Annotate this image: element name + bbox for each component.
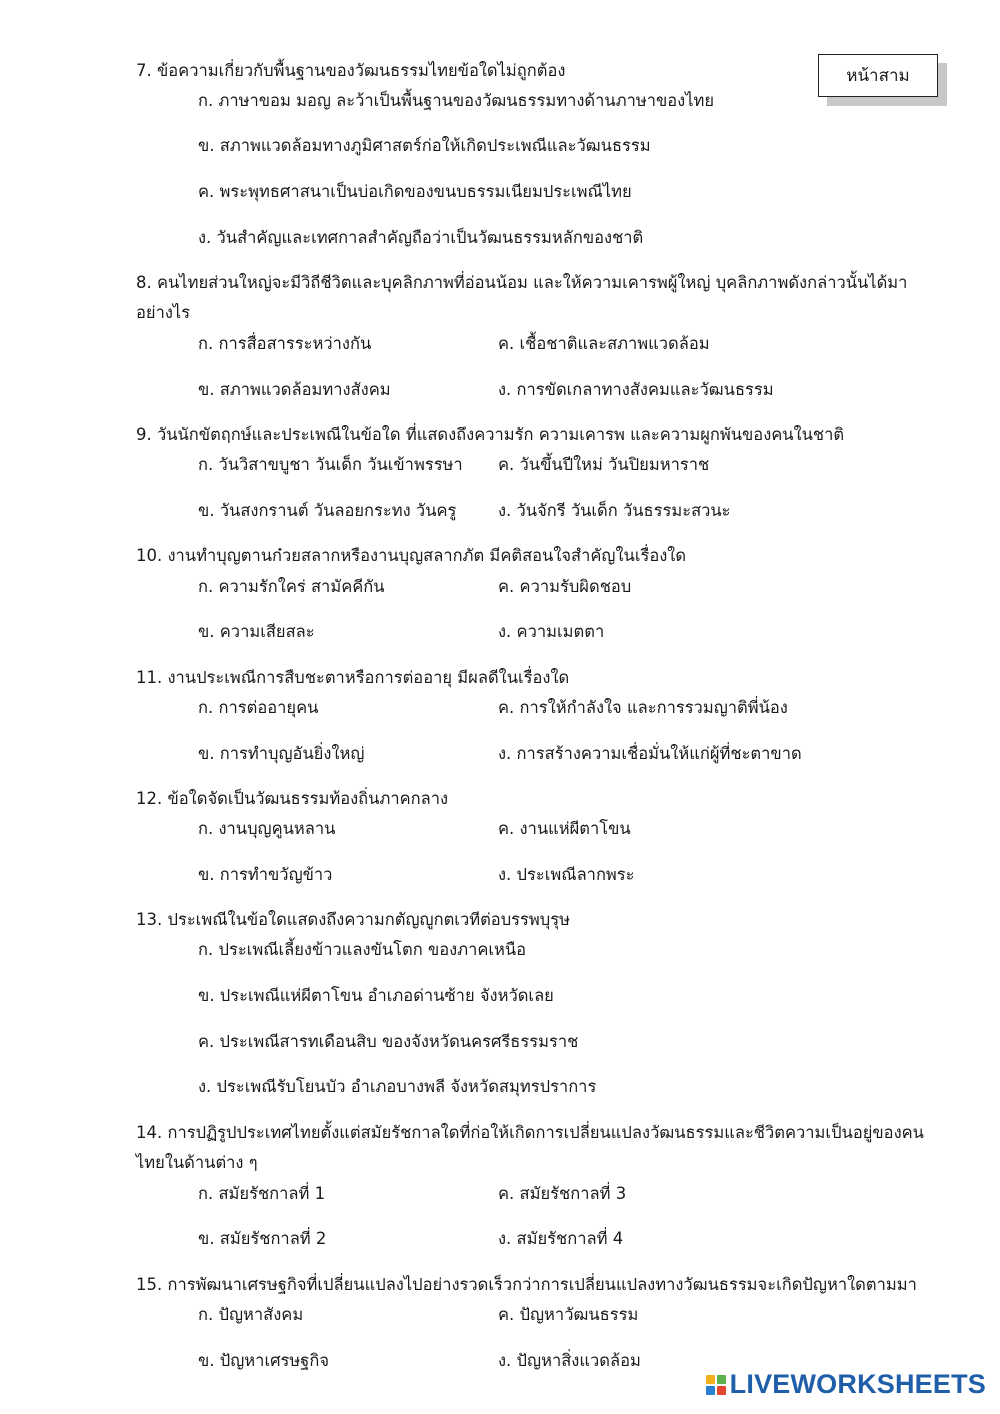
question-14-option-a[interactable]: ก. สมัยรัชกาลที่ 1 [198,1184,326,1203]
logo-square-4 [717,1386,726,1395]
question-11-option-b[interactable]: ข. การทำบุญอันยิ่งใหญ่ [198,744,365,763]
question-12-option-a[interactable]: ก. งานบุญคูนหลาน [198,819,336,838]
question-12: 12. ข้อใดจัดเป็นวัฒนธรรมท้องถิ่นภาคกลาง [136,789,449,808]
logo-square-2 [717,1375,726,1384]
question-7-option-b[interactable]: ข. สภาพแวดล้อมทางภูมิศาสตร์ก่อให้เกิดประเพณีและวัฒนธรรม [198,136,651,155]
question-11-option-d[interactable]: ง. การสร้างความเชื่อมั่นให้แก่ผู้ที่ชะตาขาด [498,744,802,763]
question-8-option-a[interactable]: ก. การสื่อสารระหว่างกัน [198,334,372,353]
question-9: 9. วันนักขัตฤกษ์และประเพณีในข้อใด ที่แสดงถึงความรัก ความเคารพ และความผูกพันของคนในชาติ [136,425,845,444]
question-9-option-d[interactable]: ง. วันจักรี วันเด็ก วันธรรมะสวนะ [498,501,731,520]
question-12-option-b[interactable]: ข. การทำขวัญข้าว [198,865,333,884]
question-15: 15. การพัฒนาเศรษฐกิจที่เปลี่ยนแปลงไปอย่างรวดเร็วกว่าการเปลี่ยนแปลงทางวัฒนธรรมจะเกิดปัญหาใดตามมา [136,1275,917,1294]
question-10: 10. งานทำบุญตานก๋วยสลากหรืองานบุญสลากภัต มีคติสอนใจสำคัญในเรื่องใด [136,546,687,565]
question-15-option-b[interactable]: ข. ปัญหาเศรษฐกิจ [198,1351,330,1370]
question-7-option-a[interactable]: ก. ภาษาขอม มอญ ละว้าเป็นพื้นฐานของวัฒนธรรมทางด้านภาษาของไทย [198,91,715,110]
question-14: 14. การปฏิรูปประเทศไทยตั้งแต่สมัยรัชกาลใดที่ก่อให้เกิดการเปลี่ยนแปลงวัฒนธรรมและชีวิตความเป็นอยู่ของคนไทยในด้านต่าง ๆ [136,1123,924,1172]
question-9-option-b[interactable]: ข. วันสงกรานต์ วันลอยกระทง วันครู [198,501,457,520]
question-15-option-d[interactable]: ง. ปัญหาสิ่งแวดล้อม [498,1351,641,1370]
question-13-option-c[interactable]: ค. ประเพณีสารทเดือนสิบ ของจังหวัดนครศรีธรรมราช [198,1032,579,1051]
logo-square-1 [706,1375,715,1384]
question-10-option-c[interactable]: ค. ความรับผิดชอบ [498,577,632,596]
question-7-option-d[interactable]: ง. วันสำคัญและเทศกาลสำคัญถือว่าเป็นวัฒนธรรมหลักของชาติ [198,228,644,247]
question-10-option-d[interactable]: ง. ความเมตตา [498,622,605,641]
question-12-option-c[interactable]: ค. งานแห่ผีตาโขน [498,819,631,838]
liveworksheets-logo [706,1369,986,1400]
question-13-option-a[interactable]: ก. ประเพณีเลี้ยงข้าวแลงขันโตก ของภาคเหนือ [198,940,527,959]
question-11-option-a[interactable]: ก. การต่ออายุคน [198,698,319,717]
question-11: 11. งานประเพณีการสืบชะตาหรือการต่ออายุ มีผลดีในเรื่องใด [136,668,570,687]
question-14-option-b[interactable]: ข. สมัยรัชกาลที่ 2 [198,1229,327,1248]
question-12-option-d[interactable]: ง. ประเพณีลากพระ [498,865,635,884]
question-13-option-b[interactable]: ข. ประเพณีแห่ผีตาโขน อำเภอด่านซ้าย จังหวัดเลย [198,986,554,1005]
question-15-option-a[interactable]: ก. ปัญหาสังคม [198,1305,304,1324]
question-8-option-c[interactable]: ค. เชื้อชาติและสภาพแวดล้อม [498,334,710,353]
liveworksheets-logo-icon [706,1375,726,1395]
question-10-option-b[interactable]: ข. ความเสียสละ [198,622,315,641]
question-11-option-c[interactable]: ค. การให้กำลังใจ และการรวมญาติพี่น้อง [498,698,788,717]
question-10-option-a[interactable]: ก. ความรักใคร่ สามัคคีกัน [198,577,385,596]
question-13-option-d[interactable]: ง. ประเพณีรับโยนบัว อำเภอบางพลี จังหวัดสมุทรปราการ [198,1077,597,1096]
question-15-option-c[interactable]: ค. ปัญหาวัฒนธรรม [498,1305,639,1324]
question-8: 8. คนไทยส่วนใหญ่จะมีวิถีชีวิตและบุคลิกภาพที่อ่อนน้อม และให้ความเคารพผู้ใหญ่ บุคลิกภาพดังกล่าวนั้นได้มาอย่างไร [136,273,908,322]
logo-square-3 [706,1386,715,1395]
question-14-option-c[interactable]: ค. สมัยรัชกาลที่ 3 [498,1184,627,1203]
question-13: 13. ประเพณีในข้อใดแสดงถึงความกตัญญูกตเวทีต่อบรรพบุรุษ [136,910,570,929]
question-9-option-a[interactable]: ก. วันวิสาขบูชา วันเด็ก วันเข้าพรรษา [198,455,463,474]
question-7-option-c[interactable]: ค. พระพุทธศาสนาเป็นบ่อเกิดของขนบธรรมเนียมประเพณีไทย [198,182,632,201]
question-8-option-b[interactable]: ข. สภาพแวดล้อมทางสังคม [198,380,391,399]
question-7: 7. ข้อความเกี่ยวกับพื้นฐานของวัฒนธรรมไทยข้อใดไม่ถูกต้อง [136,61,566,80]
question-9-option-c[interactable]: ค. วันขึ้นปีใหม่ วันปิยมหาราช [498,455,710,474]
question-8-option-d[interactable]: ง. การขัดเกลาทางสังคมและวัฒนธรรม [498,380,774,399]
question-14-option-d[interactable]: ง. สมัยรัชกาลที่ 4 [498,1229,624,1248]
page-label: หน้าสาม [818,54,938,97]
liveworksheets-logo-text: LIVEWORKSHEETS [729,1369,986,1399]
